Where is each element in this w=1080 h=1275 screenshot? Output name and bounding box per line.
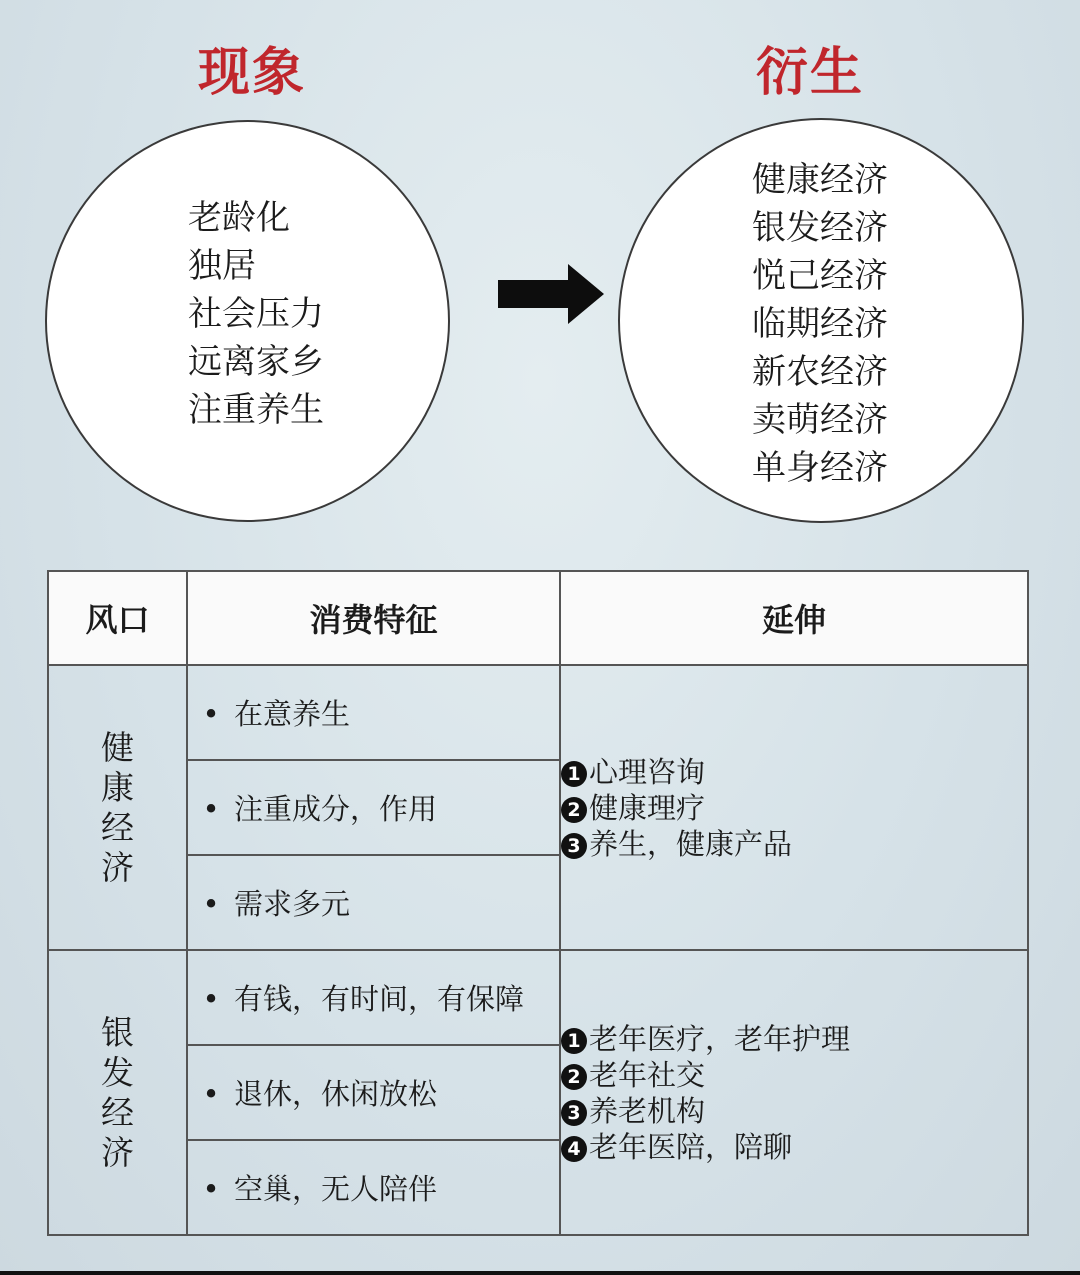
extension-text: 老年社交: [589, 1057, 706, 1092]
number-mark: 1: [561, 761, 587, 787]
bullet-mark: •: [202, 792, 220, 826]
feature-cell: [187, 855, 560, 950]
feature-text: 空巢，无人陪伴: [234, 1172, 438, 1206]
extension-cell: [560, 950, 1028, 1235]
derivative-item: 新农经济: [752, 352, 888, 392]
extension-item: [561, 1057, 1027, 1093]
extension-text: 老年医疗，老年护理: [589, 1021, 851, 1056]
phenomenon-item: 远离家乡: [188, 342, 324, 382]
derivative-item: 悦己经济: [752, 256, 888, 296]
phenomenon-item: 社会压力: [188, 294, 324, 334]
feature-cell: [187, 760, 560, 855]
bottom-edge-bar: [0, 1271, 1080, 1275]
feature-cell: [187, 665, 560, 760]
category-cell: [48, 950, 187, 1235]
derivative-item: 卖萌经济: [752, 400, 888, 440]
phenomenon-item: 独居: [188, 246, 256, 286]
derivative-item: 银发经济: [752, 208, 888, 248]
table-row: [48, 665, 1028, 760]
header-trend: 风口: [48, 571, 187, 665]
feature-cell: [187, 1140, 560, 1235]
table-row: [48, 950, 1028, 1045]
derivatives-list: [752, 156, 888, 492]
extension-text: 养老机构: [589, 1093, 706, 1128]
extension-item: [561, 1093, 1027, 1129]
feature-cell: [187, 950, 560, 1045]
extension-item: [561, 1021, 1027, 1057]
extension-item: [561, 754, 1027, 790]
number-mark: 4: [561, 1136, 587, 1162]
category-label: 健康经济: [101, 727, 134, 887]
header-features: 消费特征: [187, 571, 560, 665]
phenomenon-item: 注重养生: [188, 390, 324, 430]
bullet-mark: •: [202, 1077, 220, 1111]
extension-cell: [560, 665, 1028, 950]
number-mark: 2: [561, 1064, 587, 1090]
feature-cell: [187, 1045, 560, 1140]
table-header-row: [48, 571, 1028, 665]
phenomenon-item: 老龄化: [188, 198, 290, 238]
extension-text: 养生，健康产品: [589, 826, 793, 861]
extension-item: [561, 826, 1027, 862]
number-mark: 1: [561, 1028, 587, 1054]
bullet-mark: •: [202, 887, 220, 921]
number-mark: 3: [561, 1100, 587, 1126]
trend-table: [47, 570, 1029, 1236]
number-mark: 3: [561, 833, 587, 859]
bullet-mark: •: [202, 982, 220, 1016]
derivative-item: 单身经济: [752, 448, 888, 488]
category-cell: [48, 665, 187, 950]
extension-item: [561, 1129, 1027, 1165]
number-mark: 2: [561, 797, 587, 823]
extension-item: [561, 790, 1027, 826]
bullet-mark: •: [202, 697, 220, 731]
header-extension: 延伸: [560, 571, 1028, 665]
derivative-item: 健康经济: [752, 160, 888, 200]
extension-text: 心理咨询: [589, 754, 706, 789]
derivatives-heading: 衍生: [756, 43, 865, 103]
right-arrow-icon: [498, 264, 604, 324]
category-label: 银发经济: [101, 1012, 134, 1172]
feature-text: 在意养生: [234, 697, 351, 731]
feature-text: 退休，休闲放松: [234, 1077, 438, 1111]
feature-text: 需求多元: [234, 887, 351, 921]
extension-text: 老年医陪，陪聊: [589, 1129, 793, 1164]
extension-text: 健康理疗: [589, 790, 706, 825]
derivative-item: 临期经济: [752, 304, 888, 344]
feature-text: 注重成分，作用: [234, 792, 438, 826]
phenomena-heading: 现象: [198, 43, 307, 103]
phenomena-list: [188, 194, 324, 434]
feature-text: 有钱，有时间，有保障: [234, 982, 525, 1016]
bullet-mark: •: [202, 1172, 220, 1206]
